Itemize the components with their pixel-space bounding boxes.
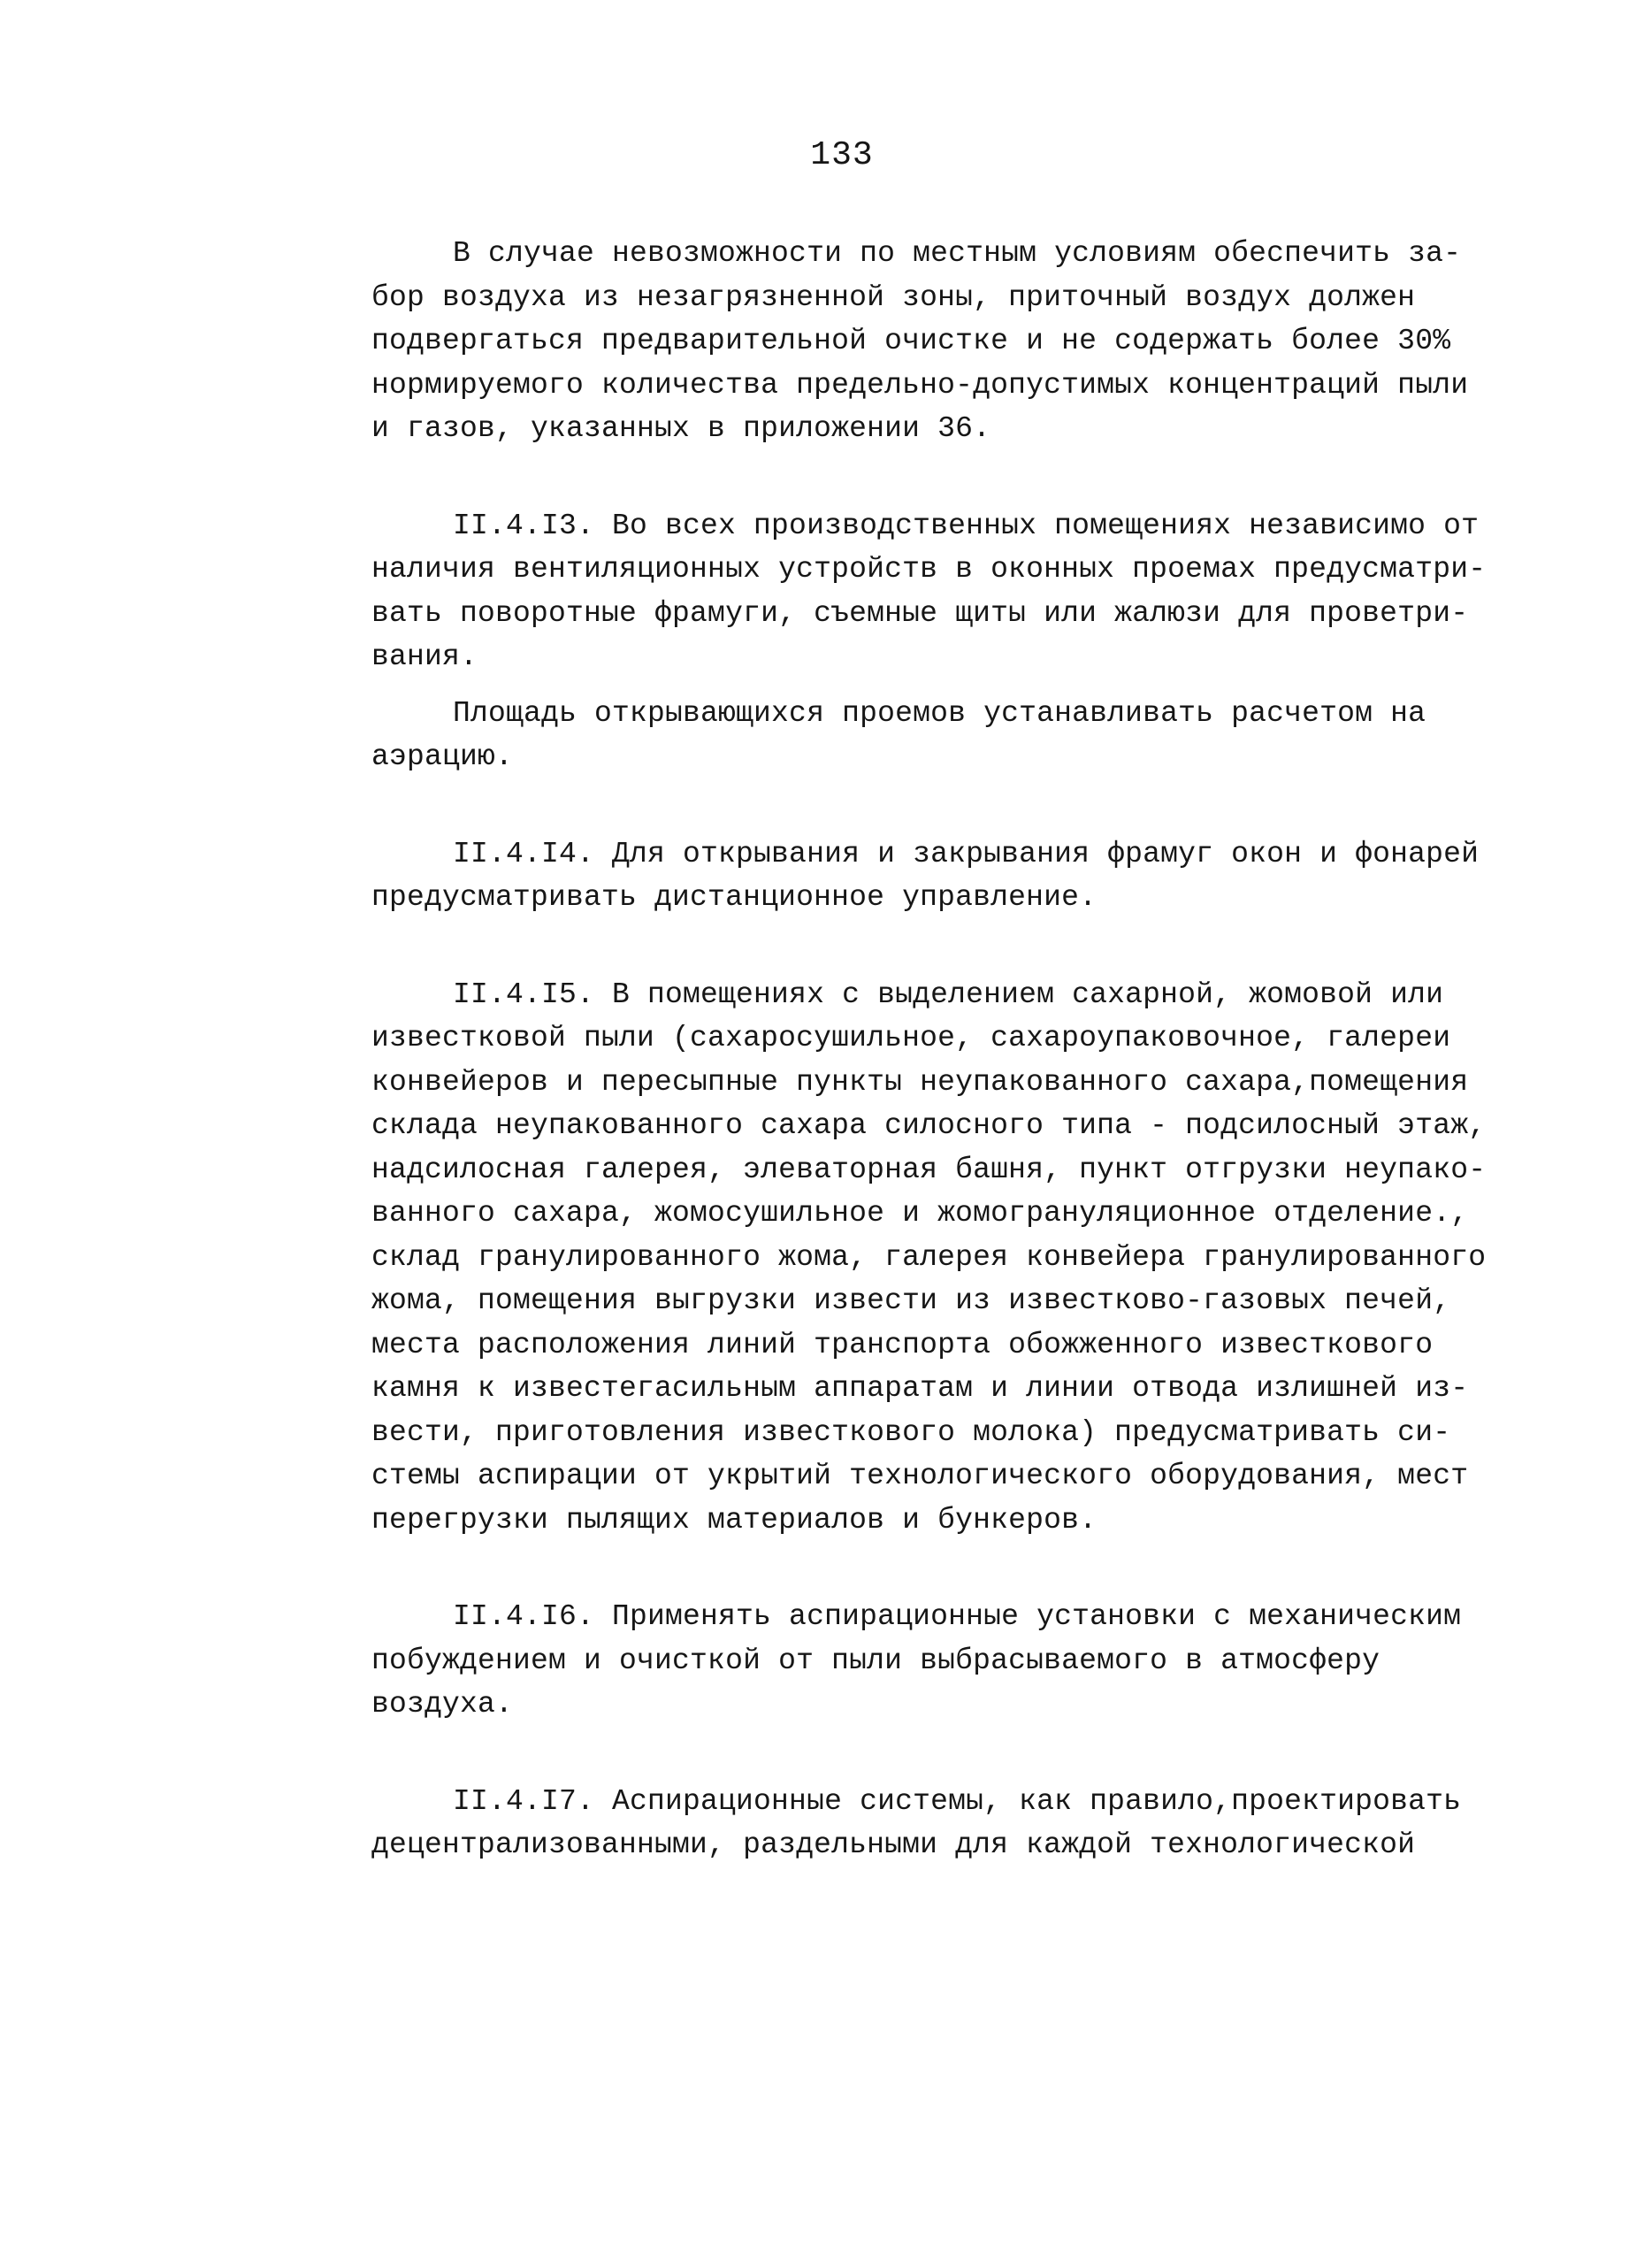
text-line: склада неупакованного сахара силосного типа - подсилосный этаж, bbox=[371, 1109, 1487, 1142]
text-line: нормируемого количества предельно-допустимых концентраций пыли bbox=[371, 368, 1469, 402]
text-line: II.4.I4. Для открывания и закрывания фрамуг окон и фонарей bbox=[453, 837, 1480, 870]
text-line: надсилосная галерея, элеваторная башня, пункт отгрузки неупако- bbox=[371, 1153, 1487, 1186]
paragraph-intake-air bbox=[371, 232, 1512, 451]
text-line: воздуха. bbox=[371, 1688, 514, 1721]
document-body bbox=[371, 232, 1512, 1920]
text-line: вать поворотные фрамуги, съемные щиты или жалюзи для проветри- bbox=[371, 596, 1469, 630]
page-number: 133 bbox=[810, 136, 874, 174]
text-line: II.4.I3. Во всех производственных помещениях независимо от bbox=[453, 509, 1480, 542]
text-line: II.4.I6. Применять аспирационные установки с механическим bbox=[453, 1600, 1462, 1633]
text-line: II.4.I5. В помещениях с выделением сахарной, жомовой или bbox=[453, 977, 1444, 1011]
text-line: II.4.I7. Аспирационные системы, как правило,проектировать bbox=[453, 1784, 1462, 1818]
paragraph-clause-11-4-14 bbox=[371, 832, 1512, 920]
text-line: жома, помещения выгрузки извести из известково-газовых печей, bbox=[371, 1284, 1451, 1317]
text-line: конвейеров и пересыпные пункты неупакованного сахара,помещения bbox=[371, 1065, 1469, 1099]
text-line: децентрализованными, раздельными для каждой технологической bbox=[371, 1828, 1416, 1861]
text-line: ванного сахара, жомосушильное и жомогрануляционное отделение., bbox=[371, 1197, 1469, 1230]
text-line: предусматривать дистанционное управление. bbox=[371, 881, 1098, 914]
paragraph-clause-11-4-17 bbox=[371, 1780, 1512, 1867]
text-line: известковой пыли (сахаросушильное, сахароупаковочное, галереи bbox=[371, 1022, 1451, 1054]
text-line: вести, приготовления известкового молока) предусматривать си- bbox=[371, 1415, 1451, 1449]
text-line: побуждением и очисткой от пыли выбрасываемого в атмосферу bbox=[371, 1644, 1380, 1677]
text-line: аэрацию. bbox=[371, 740, 514, 773]
text-line: подвергаться предварительной очистке и не содержать более 30% bbox=[371, 325, 1451, 357]
text-line: склад гранулированного жома, галерея конвейера гранулированного bbox=[371, 1240, 1487, 1274]
paragraph-opening-area bbox=[371, 692, 1512, 779]
text-line: наличия вентиляционных устройств в оконных проемах предусматри- bbox=[371, 553, 1487, 586]
paragraph-clause-11-4-16 bbox=[371, 1595, 1512, 1727]
text-line: стемы аспирации от укрытий технологического оборудования, мест bbox=[371, 1460, 1469, 1492]
text-line: бор воздуха из незагрязненной зоны, приточный воздух должен bbox=[371, 280, 1416, 314]
text-line: камня к известегасильным аппаратам и линии отвода излишней из- bbox=[371, 1372, 1469, 1405]
text-line: Площадь открывающихся проемов устанавливать расчетом на bbox=[453, 696, 1426, 730]
text-line: места расположения линий транспорта обожженного известкового bbox=[371, 1328, 1434, 1361]
text-line: и газов, указанных в приложении 36. bbox=[371, 412, 991, 445]
text-line: вания. bbox=[371, 640, 478, 673]
paragraph-clause-11-4-13 bbox=[371, 504, 1512, 679]
text-line: В случае невозможности по местным условиям обеспечить за- bbox=[453, 237, 1462, 270]
text-line: перегрузки пылящих материалов и бункеров. bbox=[371, 1503, 1098, 1537]
paragraph-clause-11-4-15 bbox=[371, 973, 1512, 1543]
